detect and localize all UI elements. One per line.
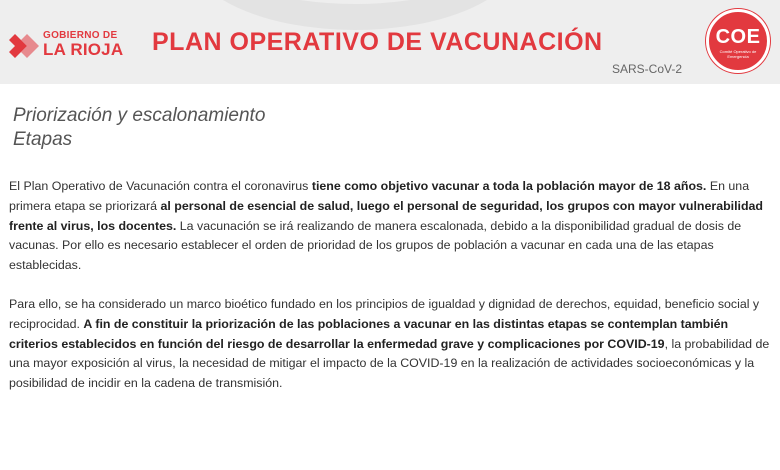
page-header [0, 0, 780, 84]
page-title: PLAN OPERATIVO DE VACUNACIÓN [152, 28, 603, 56]
paragraph-1-text-c: La vacunación se irá realizando de manera escalonada, debido a la disponibilidad gradual de dosis de vacunas. Por ello es necesario establecer el orden de prioridad de los grupos de población a vacunar en cada una de las etapas establecidas. [9, 218, 742, 273]
section-heading-title: Priorización y escalonamiento [13, 105, 266, 126]
section-heading [13, 104, 265, 152]
paragraph-1-text-a: El Plan Operativo de Vacunación contra el coronavirus [9, 179, 312, 193]
gobierno-la-rioja-logo[interactable] [9, 30, 129, 60]
coe-logo[interactable] [706, 9, 770, 73]
header-decoration [190, 0, 520, 30]
paragraph-2-text-a: Para ello, se ha considerado un marco bioético fundado en los principios de igualdad y dignidad de derechos, equidad, beneficio social y reciprocidad. [9, 296, 760, 331]
section-heading-subtitle: Etapas [13, 129, 73, 150]
paragraph-1-bold-b: al personal de esencial de salud, luego el personal de seguridad, los grupos con mayor vulnerabilidad frente al virus, los docentes. [9, 198, 764, 233]
chevron-mark-icon [9, 34, 39, 58]
paragraph-1-bold-a: tiene como objetivo vacunar a toda la población mayor de 18 años. [311, 179, 707, 193]
coe-logo-subtext: Comité Operativo de Emergencia [719, 49, 757, 59]
paragraph-2 [9, 295, 771, 394]
logo-line-1: GOBIERNO DE [43, 30, 118, 41]
paragraph-2-bold-a: A fin de constituir la priorización de las poblaciones a vacunar en las distintas etapas se contemplan también criterios establecidos en función del riesgo de desarrollar la enfermedad grave y complicaciones por COVID-19 [9, 316, 729, 351]
body-text [9, 177, 771, 394]
page-subtitle: SARS-CoV-2 [612, 62, 683, 76]
paragraph-2-text-b: , la probabilidad de una mayor exposición al virus, la necesidad de mitigar el impacto de la COVID-19 en la realización de actividades socioeconómicas y la posibilidad de incidir en la cadena de transmisión. [9, 336, 770, 391]
logo-line-2: LA RIOJA [43, 40, 124, 59]
paragraph-1 [9, 177, 771, 276]
paragraph-1-text-b: En una primera etapa se priorizará [9, 179, 750, 213]
coe-logo-text: COE [715, 26, 761, 48]
